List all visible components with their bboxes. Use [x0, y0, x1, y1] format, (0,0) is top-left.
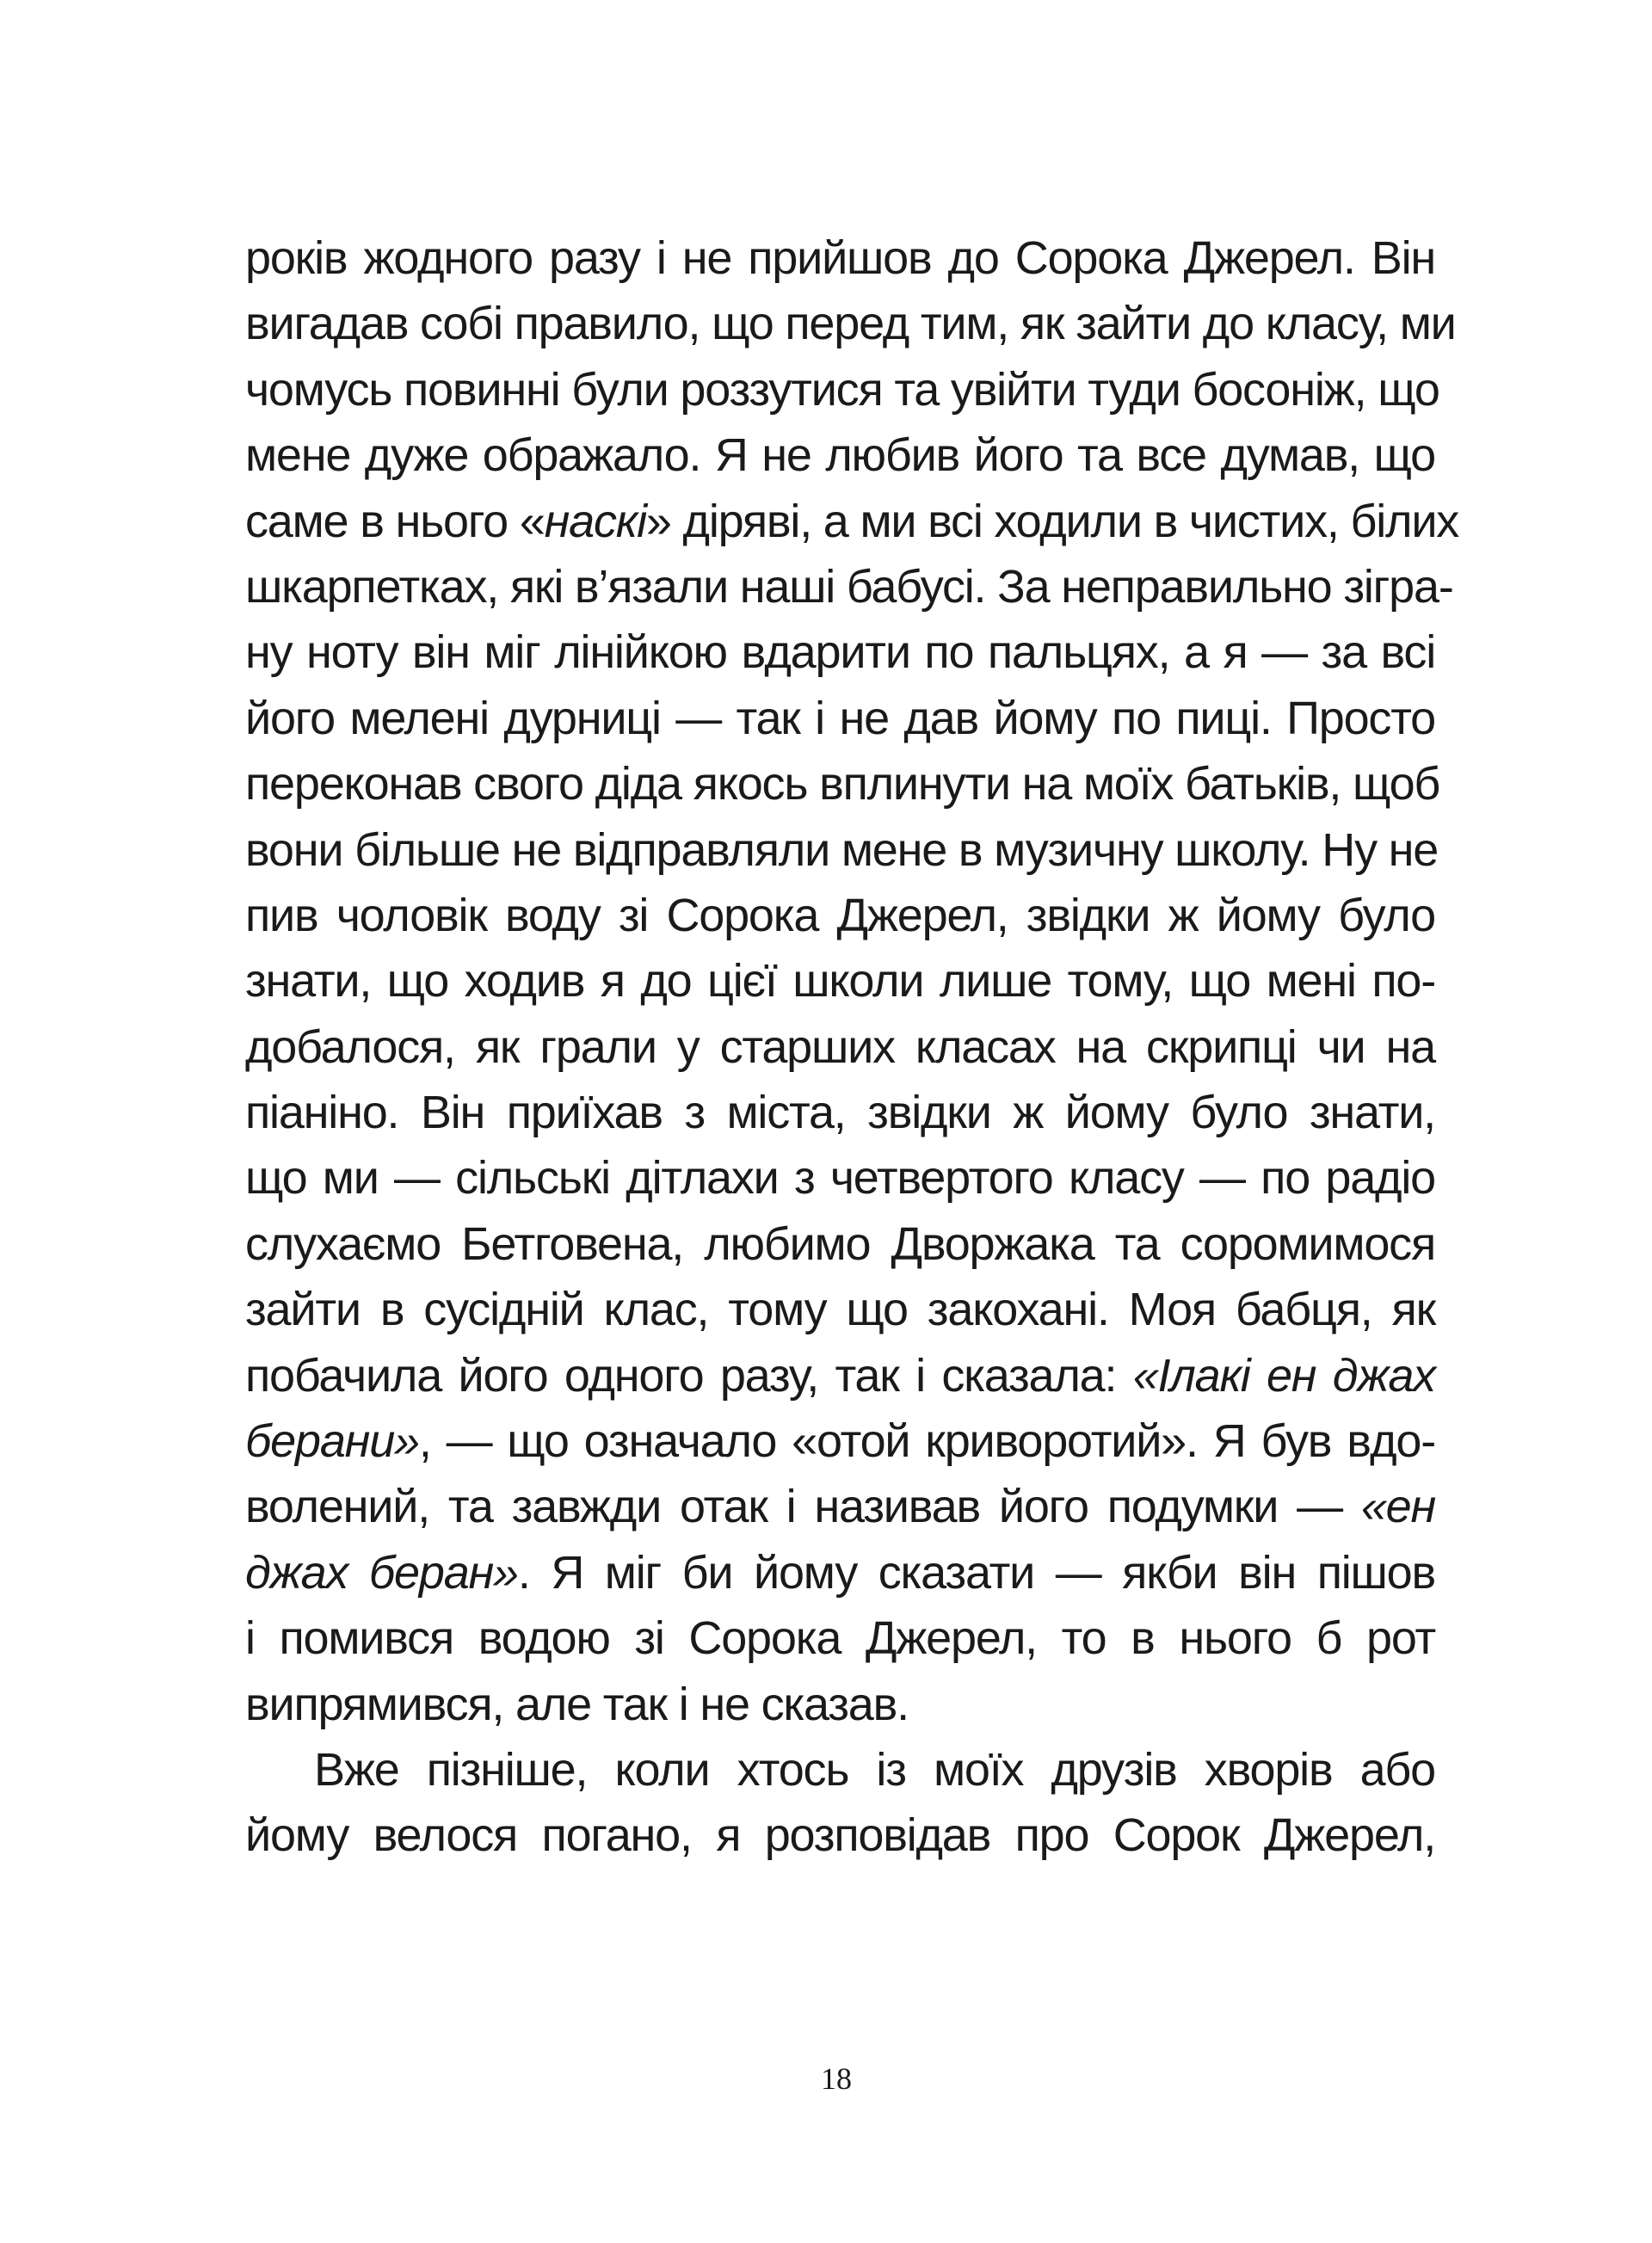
text-run: побачила його одного разу, так і сказала: [245, 1349, 1133, 1402]
text-line [245, 686, 1435, 751]
text-run: шкарпетках, які в’язали наші бабусі. За неправильно зігра- [245, 560, 1453, 613]
text-run: що ми — сільські дітлахи з четвертого класу — по радіо [245, 1152, 1435, 1205]
text-line [245, 1474, 1435, 1539]
paragraph-2 [245, 1737, 1435, 1869]
text-run: випрямився, але так і не сказав. [245, 1678, 909, 1730]
text-run: саме в нього « [245, 495, 545, 547]
text-line [245, 1408, 1435, 1474]
text-run: вигадав собі правило, що перед тим, як зайти до класу, ми [245, 298, 1456, 350]
text-line [245, 817, 1439, 883]
text-run: ну ноту він міг лінійкою вдарити по пальцях, а я — за всі [245, 626, 1435, 679]
text-line [245, 225, 1435, 291]
text-line [245, 1277, 1435, 1342]
text-run: волений, та завжди отак і називав його подумки — [245, 1481, 1361, 1533]
text-line [245, 1540, 1435, 1605]
text-line [245, 1080, 1435, 1145]
text-run: йому велося погано, я розповідав про Сорок Джерел, [245, 1809, 1435, 1862]
text-run: років жодного разу і не прийшов до Сорока Джерел. Він [245, 232, 1435, 284]
text-run: піаніно. Він приїхав з міста, звідки ж йому було знати, [245, 1087, 1435, 1139]
text-line [245, 1014, 1435, 1080]
text-run: . Я міг би йому сказати — якби він пішов [517, 1546, 1435, 1599]
text-run: » діряві, а ми всі ходили в чистих, білих [645, 495, 1459, 547]
italic-quote: берани» [245, 1415, 419, 1468]
text-line [245, 1605, 1435, 1671]
text-line [245, 1211, 1435, 1277]
text-run: мене дуже ображало. Я не любив його та все думав, що [245, 429, 1435, 482]
text-run: Вже пізніше, коли хтось із моїх друзів хворів або [314, 1743, 1435, 1796]
italic-quote: «Ілакі ен джах [1132, 1349, 1435, 1402]
body-text [245, 225, 1459, 1869]
text-line [245, 751, 1440, 816]
text-line [245, 422, 1435, 488]
text-line [245, 489, 1459, 554]
text-run: , — що означало «отой криворотий». Я був вдо- [418, 1415, 1435, 1468]
italic-quote: «ен [1360, 1481, 1435, 1533]
text-run: переконав свого діда якось вплинути на моїх батьків, щоб [245, 758, 1440, 810]
text-line [245, 1737, 1435, 1802]
text-run: його мелені дурниці — так і не дав йому по пиці. Просто [245, 692, 1435, 744]
text-line [245, 1802, 1435, 1868]
page-number: 18 [821, 2061, 852, 2096]
text-run: слухаємо Бетговена, любимо Дворжака та соромимося [245, 1217, 1435, 1270]
text-line [245, 554, 1453, 619]
italic-term: наскі [544, 495, 646, 547]
text-run: пив чоловік воду зі Сорока Джерел, звідки ж йому було [245, 889, 1435, 941]
text-line [245, 1672, 1435, 1737]
text-line [245, 883, 1435, 948]
text-run: добалося, як грали у старших класах на скрипці чи на [245, 1020, 1435, 1073]
text-run: і помився водою зі Сорока Джерел, то в нього б рот [245, 1612, 1435, 1665]
text-run: вони більше не відправляли мене в музичну школу. Ну не [245, 823, 1439, 876]
text-run: зайти в сусідній клас, тому що закохані. Моя бабця, як [245, 1284, 1435, 1336]
text-run: чомусь повинні були роззутися та увійти туди босоніж, що [245, 363, 1439, 416]
text-run: знати, що ходив я до цієї школи лише тому, що мені по- [245, 955, 1435, 1008]
text-line [245, 291, 1456, 356]
text-line [245, 1145, 1435, 1211]
italic-quote: джах беран» [245, 1546, 518, 1599]
text-line [245, 619, 1435, 685]
text-line [245, 357, 1439, 422]
paragraph-1 [245, 225, 1459, 1737]
text-line [245, 1343, 1435, 1408]
text-line [245, 948, 1435, 1014]
